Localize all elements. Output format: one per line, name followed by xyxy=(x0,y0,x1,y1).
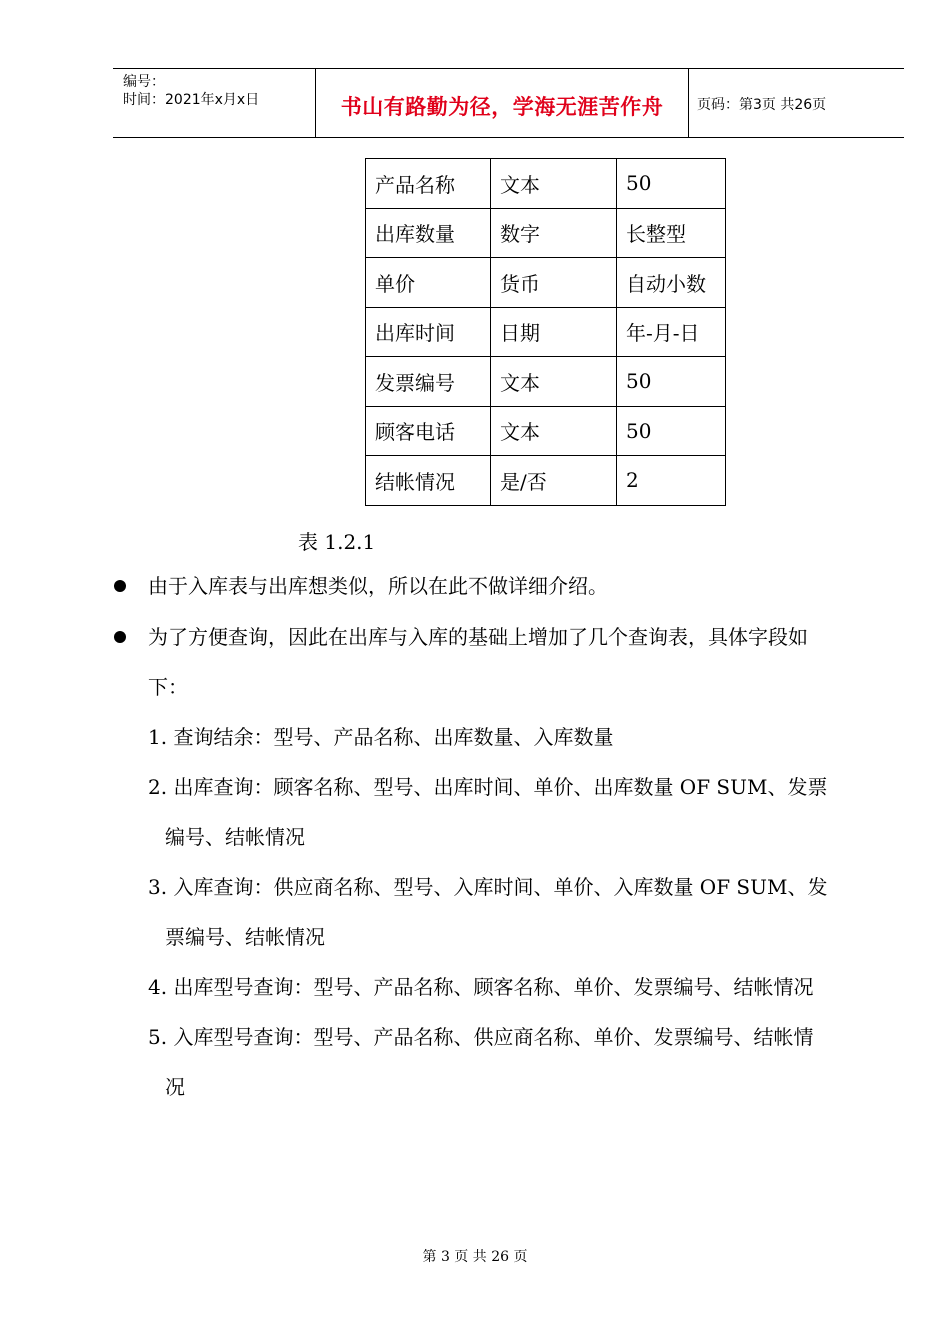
list-item: 3. 入库查询：供应商名称、型号、入库时间、单价、入库数量 OF SUM、发 xyxy=(148,875,828,899)
table-cell: 长整型 xyxy=(617,208,726,258)
table-cell: 出库时间 xyxy=(366,307,491,357)
table-row xyxy=(366,456,726,506)
bullet-text: 由于入库表与出库想类似，所以在此不做详细介绍。 xyxy=(148,574,608,598)
table-row xyxy=(366,307,726,357)
bullet-text: 为了方便查询，因此在出库与入库的基础上增加了几个查询表，具体字段如 xyxy=(148,625,808,649)
table-row xyxy=(366,159,726,209)
header-meta xyxy=(113,69,315,137)
table-cell: 产品名称 xyxy=(366,159,491,209)
table-cell: 发票编号 xyxy=(366,357,491,407)
header-page-number: 页码：第3页 共26页 xyxy=(697,97,827,113)
table-cell: 货币 xyxy=(491,258,617,308)
table-row xyxy=(366,208,726,258)
table-cell: 文本 xyxy=(491,357,617,407)
table-cell: 是/否 xyxy=(491,456,617,506)
list-item-continued: 况 xyxy=(165,1075,185,1099)
header-motto: 书山有路勤为径，学海无涯苦作舟 xyxy=(340,95,664,119)
document-number: 编号： xyxy=(123,74,165,90)
list-item-continued: 编号、结帐情况 xyxy=(165,825,305,849)
table-cell: 50 xyxy=(617,406,726,456)
table-row xyxy=(366,357,726,407)
table-row xyxy=(366,406,726,456)
table-cell: 日期 xyxy=(491,307,617,357)
table-cell: 2 xyxy=(617,456,726,506)
header-motto-cell xyxy=(315,69,689,137)
bullet-icon xyxy=(114,631,126,643)
table-cell: 文本 xyxy=(491,159,617,209)
field-table xyxy=(365,158,726,506)
list-item: 2. 出库查询：顾客名称、型号、出库时间、单价、出库数量 OF SUM、发票 xyxy=(148,775,828,799)
table-cell: 顾客电话 xyxy=(366,406,491,456)
table-caption: 表 1.2.1 xyxy=(298,530,376,554)
bullet-text-continued: 下： xyxy=(148,675,188,699)
list-item: 5. 入库型号查询：型号、产品名称、供应商名称、单价、发票编号、结帐情 xyxy=(148,1025,814,1049)
list-item: 1. 查询结余：型号、产品名称、出库数量、入库数量 xyxy=(148,725,614,749)
table-cell: 出库数量 xyxy=(366,208,491,258)
table-cell: 单价 xyxy=(366,258,491,308)
table-row xyxy=(366,258,726,308)
table-cell: 数字 xyxy=(491,208,617,258)
table-cell: 自动小数 xyxy=(617,258,726,308)
header-page-cell xyxy=(689,69,904,137)
page-header xyxy=(113,68,904,138)
list-item: 4. 出库型号查询：型号、产品名称、顾客名称、单价、发票编号、结帐情况 xyxy=(148,975,814,999)
bullet-icon xyxy=(114,580,126,592)
table-cell: 结帐情况 xyxy=(366,456,491,506)
table-cell: 50 xyxy=(617,357,726,407)
document-time: 时间：2021年x月x日 xyxy=(123,92,260,108)
table-cell: 年-月-日 xyxy=(617,307,726,357)
table-cell: 文本 xyxy=(491,406,617,456)
list-item-continued: 票编号、结帐情况 xyxy=(165,925,325,949)
page-footer: 第 3 页 共 26 页 xyxy=(422,1249,528,1265)
table-cell: 50 xyxy=(617,159,726,209)
